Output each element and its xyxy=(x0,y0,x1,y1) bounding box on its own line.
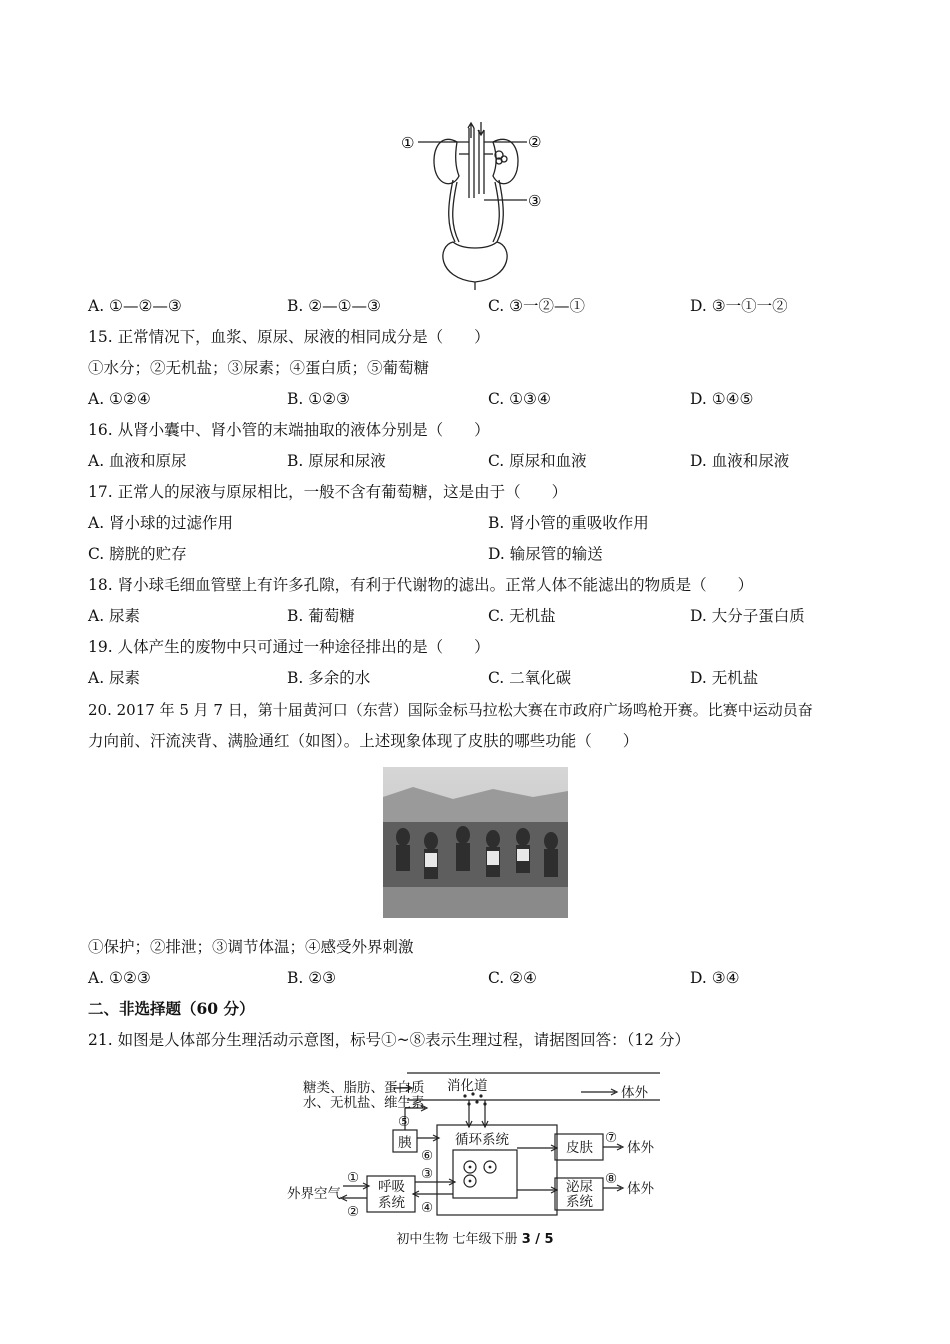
footer-text: 初中生物 七年级下册 xyxy=(396,1232,522,1247)
process-6: ⑥ xyxy=(421,1148,434,1164)
q14-option-b: B. ②—①—③ xyxy=(287,297,381,315)
outside-label-2: 体外 xyxy=(627,1140,654,1156)
kidney-label-3: ③ xyxy=(528,192,542,210)
q20-option-a: A. ①②③ xyxy=(88,969,151,987)
q20-option-b: B. ②③ xyxy=(287,969,337,987)
q17-stem: 17. 正常人的尿液与原尿相比，一般不含有葡萄糖，这是由于（ ） xyxy=(88,483,568,501)
q15-option-b: B. ①②③ xyxy=(287,390,350,408)
pancreas-label: 胰 xyxy=(398,1135,412,1151)
q20-items: ①保护；②排泄；③调节体温；④感受外界刺激 xyxy=(88,938,414,956)
q17-option-c: C. 膀胱的贮存 xyxy=(88,545,187,563)
q14-option-c: C. ③一②—① xyxy=(488,297,586,315)
process-2: ② xyxy=(347,1204,360,1220)
skin-label: 皮肤 xyxy=(566,1140,593,1156)
q20-option-c: C. ②④ xyxy=(488,969,537,987)
kidney-label-1: ① xyxy=(401,134,415,152)
q20-option-d: D. ③④ xyxy=(690,969,740,987)
nutrients-line2: 水、无机盐、维生素 xyxy=(303,1095,425,1111)
q14-option-d: D. ③一①一② xyxy=(690,297,788,315)
q18-option-c: C. 无机盐 xyxy=(488,607,556,625)
q18-option-d: D. 大分子蛋白质 xyxy=(690,607,805,625)
q20-stem-line2: 力向前、汗流浃背、满脸通红（如图）。上述现象体现了皮肤的哪些功能（ ） xyxy=(88,732,639,750)
q19-stem: 19. 人体产生的废物中只可通过一种途径排出的是（ ） xyxy=(88,638,490,656)
marathon-photo xyxy=(383,767,568,918)
process-3: ③ xyxy=(421,1166,434,1182)
q21-stem: 21. 如图是人体部分生理活动示意图，标号①~⑧表示生理过程，请据图回答：（12 分） xyxy=(88,1031,690,1049)
digestive-tract-label: 消化道 xyxy=(447,1078,488,1094)
q17-option-a: A. 肾小球的过滤作用 xyxy=(88,514,234,532)
q16-option-a: A. 血液和原尿 xyxy=(88,452,187,470)
q16-stem: 16. 从肾小囊中、肾小管的末端抽取的液体分别是（ ） xyxy=(88,421,490,439)
q19-option-d: D. 无机盐 xyxy=(690,669,759,687)
q14-option-a: A. ①—②—③ xyxy=(88,297,182,315)
q19-option-b: B. 多余的水 xyxy=(287,669,371,687)
respiratory-label-2: 系统 xyxy=(378,1195,405,1211)
q17-option-b: B. 肾小管的重吸收作用 xyxy=(488,514,649,532)
q18-option-b: B. 葡萄糖 xyxy=(287,607,355,625)
q16-option-b: B. 原尿和尿液 xyxy=(287,452,386,470)
process-7: ⑦ xyxy=(605,1130,618,1146)
q15-stem: 15. 正常情况下，血浆、原尿、尿液的相同成分是（ ） xyxy=(88,328,490,346)
q15-option-c: C. ①③④ xyxy=(488,390,551,408)
process-5: ⑤ xyxy=(398,1114,411,1130)
q19-option-c: C. 二氧化碳 xyxy=(488,669,572,687)
outside-label-1: 体外 xyxy=(621,1085,648,1101)
urinary-label-1: 泌尿 xyxy=(566,1179,593,1195)
urinary-label-2: 系统 xyxy=(566,1194,593,1210)
q16-option-d: D. 血液和尿液 xyxy=(690,452,790,470)
process-4: ④ xyxy=(421,1200,434,1216)
q15-option-a: A. ①②④ xyxy=(88,390,151,408)
kidney-label-2: ② xyxy=(528,133,542,151)
q15-items: ①水分；②无机盐；③尿素；④蛋白质；⑤葡萄糖 xyxy=(88,359,430,377)
page-number: 3 / 5 xyxy=(521,1232,554,1247)
q18-stem: 18. 肾小球毛细血管壁上有许多孔隙，有利于代谢物的滤出。正常人体不能滤出的物质是（ ） xyxy=(88,576,754,594)
outside-label-3: 体外 xyxy=(627,1181,654,1197)
respiratory-label-1: 呼吸 xyxy=(378,1179,405,1195)
outside-air-label: 外界空气 xyxy=(287,1186,341,1202)
section-title: 二、非选择题（60 分） xyxy=(88,999,255,1018)
process-8: ⑧ xyxy=(605,1171,618,1187)
nutrients-line1: 糖类、脂肪、蛋白质 xyxy=(303,1080,425,1096)
q19-option-a: A. 尿素 xyxy=(88,669,141,687)
q15-option-d: D. ①④⑤ xyxy=(690,390,754,408)
process-1: ① xyxy=(347,1170,360,1186)
q16-option-c: C. 原尿和血液 xyxy=(488,452,587,470)
urinary-system-figure xyxy=(395,118,555,290)
q18-option-a: A. 尿素 xyxy=(88,607,141,625)
circulatory-label: 循环系统 xyxy=(455,1132,509,1148)
physiology-diagram xyxy=(285,1070,685,1220)
q17-option-d: D. 输尿管的输送 xyxy=(488,545,603,563)
q20-stem-line1: 20. 2017 年 5 月 7 日，第十届黄河口（东营）国际金标马拉松大赛在市政府广场鸣枪开赛。比赛中运动员奋 xyxy=(88,701,813,719)
page-footer xyxy=(0,1228,950,1247)
